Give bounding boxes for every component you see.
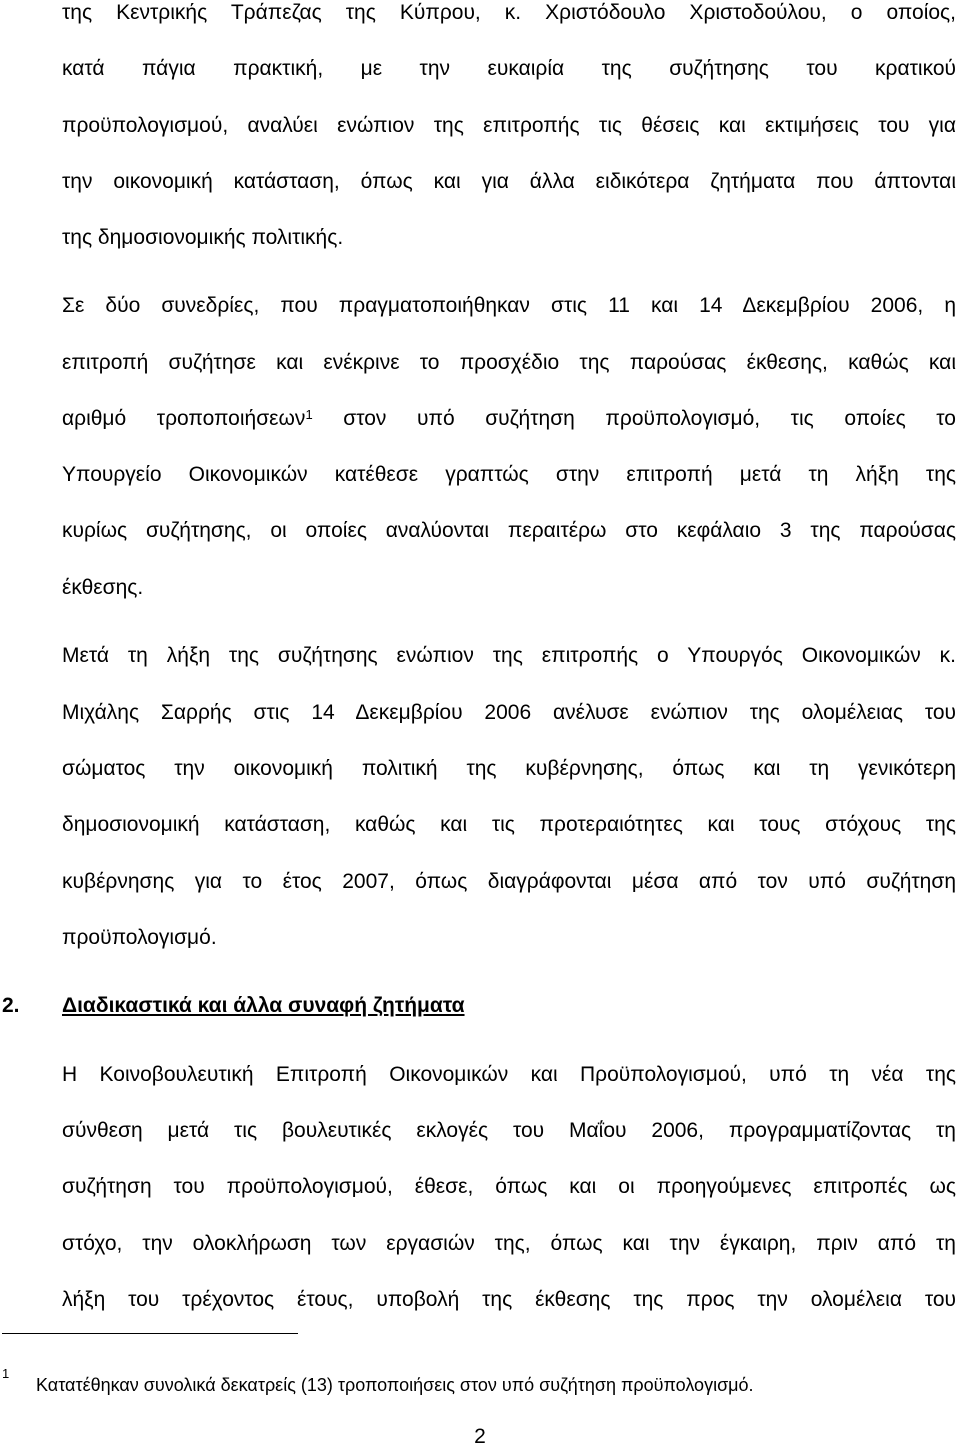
- footnote-text: Κατατέθηκαν συνολικά δεκατρείς (13) τροποποιήσεις στον υπό συζήτηση προϋπολογισμό.: [36, 1375, 754, 1395]
- text-line: στόχο, την ολοκλήρωση των εργασιών της, όπως και την έγκαιρη, πριν από τη: [62, 1232, 956, 1255]
- text-line: Η Κοινοβουλευτική Επιτροπή Οικονομικών και Προϋπολογισμού, υπό τη νέα της: [62, 1063, 956, 1086]
- text-line: κυρίως συζήτησης, οι οποίες αναλύονται περαιτέρω στο κεφάλαιο 3 της παρούσας: [62, 519, 956, 542]
- footnote-mark: 1: [2, 1366, 10, 1381]
- text-line: προϋπολογισμό.: [62, 926, 217, 949]
- text-line: προϋπολογισμού, αναλύει ενώπιον της επιτροπής τις θέσεις και εκτιμήσεις του για: [62, 114, 956, 137]
- text-line: κυβέρνησης για το έτος 2007, όπως διαγράφονται μέσα από τον υπό συζήτηση: [62, 870, 956, 893]
- text-segment: στον υπό συζήτηση προϋπολογισμό, τις οποίες το: [312, 407, 956, 430]
- text-line: Μετά τη λήξη της συζήτησης ενώπιον της επιτροπής ο Υπουργός Οικονομικών κ.: [62, 644, 956, 667]
- text-line: σύνθεση μετά τις βουλευτικές εκλογές του Μαΐου 2006, προγραμματίζοντας τη: [62, 1119, 956, 1142]
- footnote-separator: [2, 1333, 298, 1334]
- text-line: έκθεσης.: [62, 576, 144, 599]
- text-line: δημοσιονομική κατάσταση, καθώς και τις προτεραιότητες και τους στόχους της: [62, 813, 956, 836]
- text-line: την οικονομική κατάσταση, όπως και για άλλα ειδικότερα ζητήματα που άπτονται: [62, 170, 956, 193]
- text-line: Μιχάλης Σαρρής στις 14 Δεκεμβρίου 2006 ανέλυσε ενώπιον της ολομέλειας του: [62, 701, 956, 724]
- text-line: επιτροπή συζήτησε και ενέκρινε το προσχέδιο της παρούσας έκθεσης, καθώς και: [62, 351, 956, 374]
- text-segment: αριθμό τροποποιήσεων: [62, 407, 306, 430]
- text-line: της δημοσιονομικής πολιτικής.: [62, 226, 344, 249]
- text-line: συζήτηση του προϋπολογισμού, έθεσε, όπως και οι προηγούμενες επιτροπές ως: [62, 1175, 956, 1198]
- footnote-reference[interactable]: 1: [305, 407, 313, 422]
- text-line: Υπουργείο Οικονομικών κατέθεσε γραπτώς στην επιτροπή μετά τη λήξη της: [62, 463, 956, 486]
- text-line: σώματος την οικονομική πολιτική της κυβέρνησης, όπως και τη γενικότερη: [62, 757, 956, 780]
- section-number: 2.: [2, 994, 20, 1017]
- text-line: κατά πάγια πρακτική, με την ευκαιρία της συζήτησης του κρατικού: [62, 57, 956, 80]
- text-line: Σε δύο συνεδρίες, που πραγματοποιήθηκαν στις 11 και 14 Δεκεμβρίου 2006, η: [62, 294, 956, 317]
- page-number: 2: [474, 1425, 486, 1448]
- text-line-with-footnote-ref: [62, 406, 956, 432]
- text-line: της Κεντρικής Τράπεζας της Κύπρου, κ. Χριστόδουλο Χριστοδούλου, ο οποίος,: [62, 1, 956, 24]
- text-line: λήξη του τρέχοντος έτους, υποβολή της έκθεσης της προς την ολομέλεια του: [62, 1288, 956, 1311]
- section-title: Διαδικαστικά και άλλα συναφή ζητήματα: [62, 994, 465, 1017]
